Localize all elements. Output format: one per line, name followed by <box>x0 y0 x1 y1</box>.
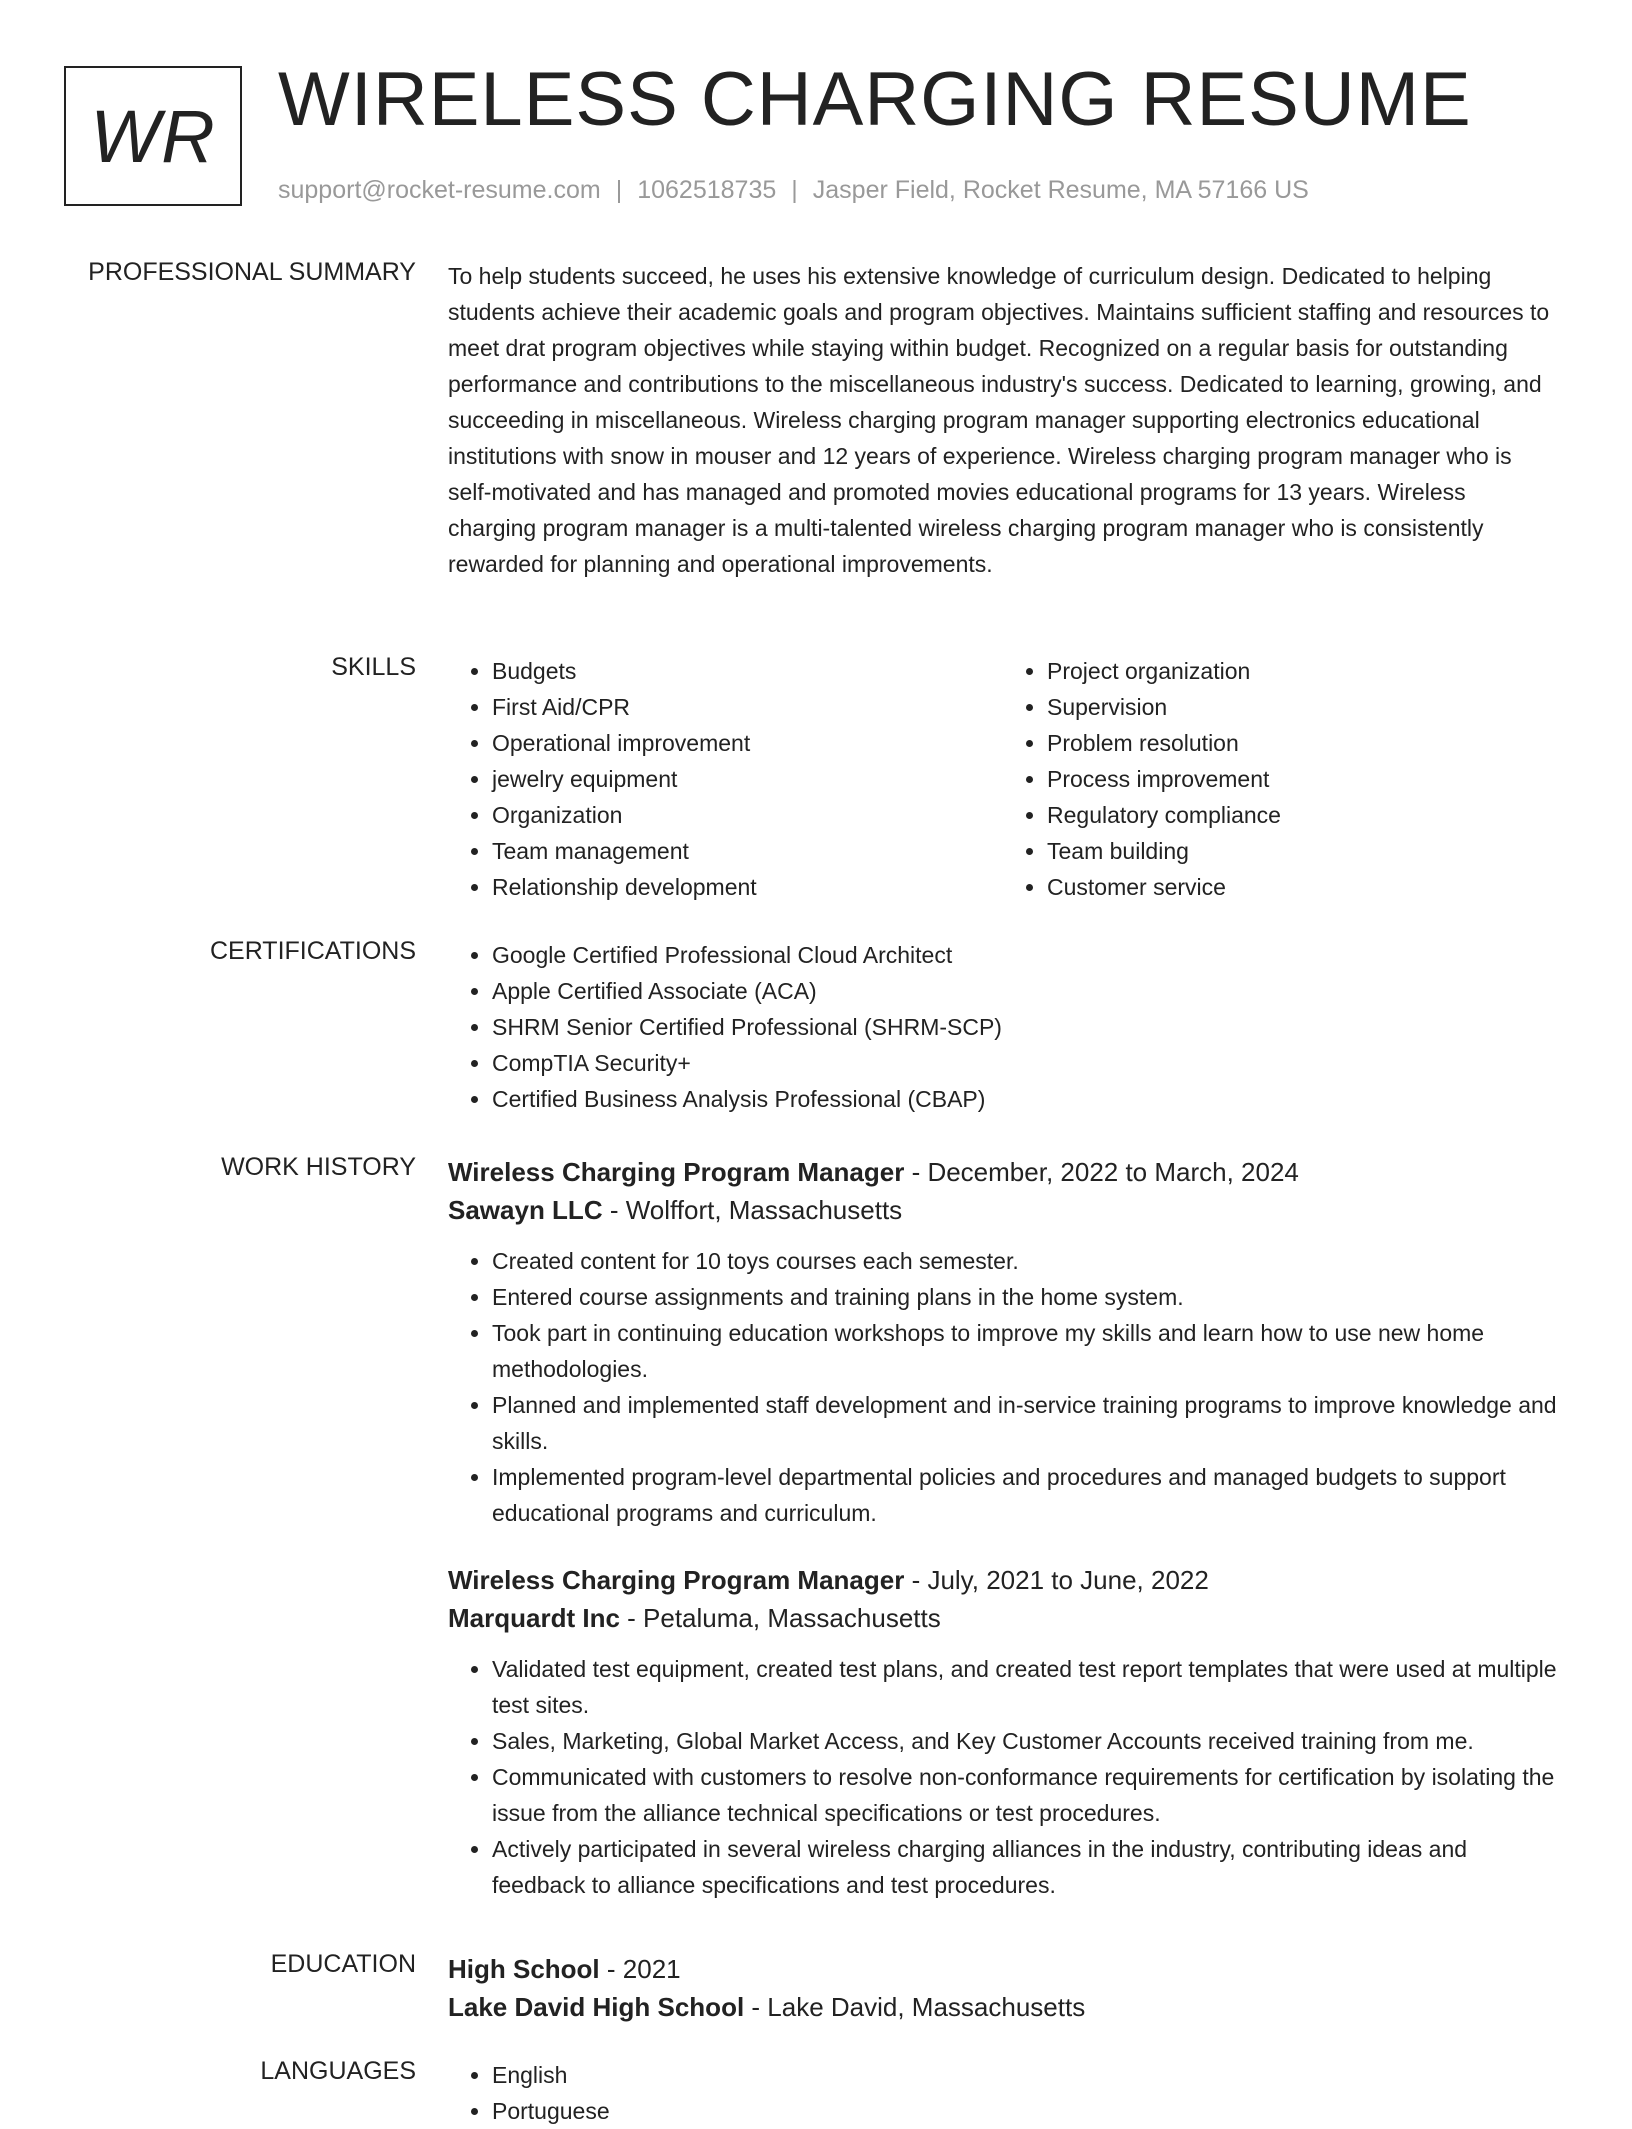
job-bullet: • Actively participated in several wireless charging alliances in the industry, contributing ideas and feedback to alliance specifications and test procedures. <box>492 1831 1558 1903</box>
job-entry <box>448 1153 1558 1531</box>
summary-text: To help students succeed, he uses his extensive knowledge of curriculum design. Dedicated to helping students achieve their academic goals and program objectives. Maintains sufficient staffing and resources to meet drat program objectives while staying within budget. Recognized on a regular basis for outstanding performance and contributions to the miscellaneous industry's success. Dedicated to learning, growing, and succeeding in miscellaneous. Wireless charging program manager supporting electronics educational institutions with snow in mouser and 12 years of experience. Wireless charging program manager who is self-motivated and has managed and promoted movies educational programs for 13 years. Wireless charging program manager is a multi-talented wireless charging program manager who is consistently rewarded for planning and operational improvements. <box>448 263 1550 577</box>
skills-list-left <box>448 653 1003 905</box>
job-bullets <box>448 1651 1558 1903</box>
skill-item: • Supervision <box>1047 689 1558 725</box>
contact-separator: | <box>615 176 623 204</box>
skill-item: • Relationship development <box>492 869 1003 905</box>
job-bullets <box>448 1243 1558 1531</box>
job-dates: - July, 2021 to June, 2022 <box>904 1565 1209 1595</box>
skill-item: • Team building <box>1047 833 1558 869</box>
skill-item: • Process improvement <box>1047 761 1558 797</box>
job-dates: - December, 2022 to March, 2024 <box>904 1157 1299 1187</box>
education-label: EDUCATION <box>270 1950 416 1978</box>
certifications-label: CERTIFICATIONS <box>209 937 416 965</box>
job-bullet: • Implemented program-level departmental policies and procedures and managed budgets to support educational programs and curriculum. <box>492 1459 1558 1531</box>
work-history-label: WORK HISTORY <box>221 1153 416 1181</box>
job-employer <box>448 1191 1558 1229</box>
job-bullet: • Communicated with customers to resolve non-conformance requirements for certification by isolating the issue from the alliance technical specifications or test procedures. <box>492 1759 1558 1831</box>
job-company: Marquardt Inc <box>448 1603 620 1633</box>
certification-item: • Apple Certified Associate (ACA) <box>492 973 1558 1009</box>
skill-item: • Customer service <box>1047 869 1558 905</box>
certification-item: • Certified Business Analysis Professional (CBAP) <box>492 1081 1558 1117</box>
job-bullet: • Created content for 10 toys courses each semester. <box>492 1243 1558 1279</box>
certifications-list <box>448 937 1558 1117</box>
job-heading <box>448 1561 1558 1599</box>
job-location: - Petaluma, Massachusetts <box>619 1603 941 1633</box>
education-location: - Lake David, Massachusetts <box>744 1992 1086 2022</box>
skills-list-right <box>1003 653 1558 905</box>
contact-address: Jasper Field, Rocket Resume, MA 57166 US <box>812 176 1309 204</box>
job-employer <box>448 1599 1558 1637</box>
certifications-content <box>448 937 1558 1117</box>
languages-label: LANGUAGES <box>260 2057 416 2085</box>
contact-line <box>278 176 1309 205</box>
job-bullet: • Planned and implemented staff development and in-service training programs to improve knowledge and skills. <box>492 1387 1558 1459</box>
skills-label: SKILLS <box>331 653 416 681</box>
job-bullet: • Took part in continuing education workshops to improve my skills and learn how to use new home methodologies. <box>492 1315 1558 1387</box>
skill-item: • Team management <box>492 833 1003 869</box>
skill-item: • Problem resolution <box>1047 725 1558 761</box>
skills-columns <box>448 653 1558 905</box>
monogram-text: WR <box>90 94 216 178</box>
summary-label: PROFESSIONAL SUMMARY <box>88 258 416 286</box>
certification-item: • SHRM Senior Certified Professional (SHRM-SCP) <box>492 1009 1558 1045</box>
job-entry <box>448 1561 1558 1903</box>
job-location: - Wolffort, Massachusetts <box>602 1195 903 1225</box>
education-degree: High School <box>448 1954 600 1984</box>
certification-item: • CompTIA Security+ <box>492 1045 1558 1081</box>
skill-item: • First Aid/CPR <box>492 689 1003 725</box>
education-year: - 2021 <box>599 1954 681 1984</box>
contact-separator: | <box>791 176 798 204</box>
languages-list <box>448 2057 1558 2129</box>
language-item: • English <box>492 2057 1558 2093</box>
skill-item: • Budgets <box>492 653 1003 689</box>
job-bullet: • Entered course assignments and training plans in the home system. <box>492 1279 1558 1315</box>
monogram-logo <box>64 66 242 206</box>
job-bullet: • Sales, Marketing, Global Market Access, and Key Customer Accounts received training from me. <box>492 1723 1558 1759</box>
skill-item: • Project organization <box>1047 653 1558 689</box>
job-title: Wireless Charging Program Manager <box>448 1565 905 1595</box>
contact-phone: 1062518735 <box>637 176 777 204</box>
skill-item: • Regulatory compliance <box>1047 797 1558 833</box>
education-school-line <box>448 1988 1558 2026</box>
education-school: Lake David High School <box>448 1992 745 2022</box>
job-heading <box>448 1153 1558 1191</box>
skill-item: • jewelry equipment <box>492 761 1003 797</box>
resume-title: WIRELESS CHARGING RESUME <box>278 57 1472 142</box>
job-title: Wireless Charging Program Manager <box>448 1157 905 1187</box>
education-degree-line <box>448 1950 1558 1988</box>
job-company: Sawayn LLC <box>448 1195 603 1225</box>
language-item: • Portuguese <box>492 2093 1558 2129</box>
languages-content <box>448 2057 1558 2129</box>
skill-item: • Organization <box>492 797 1003 833</box>
contact-email: support@rocket-resume.com <box>278 176 601 204</box>
work-history-content <box>448 1153 1558 1903</box>
skill-item: • Operational improvement <box>492 725 1003 761</box>
job-bullet: • Validated test equipment, created test plans, and created test report templates that were used at multiple test sites. <box>492 1651 1558 1723</box>
education-content <box>448 1950 1558 2026</box>
certification-item: • Google Certified Professional Cloud Architect <box>492 937 1558 973</box>
